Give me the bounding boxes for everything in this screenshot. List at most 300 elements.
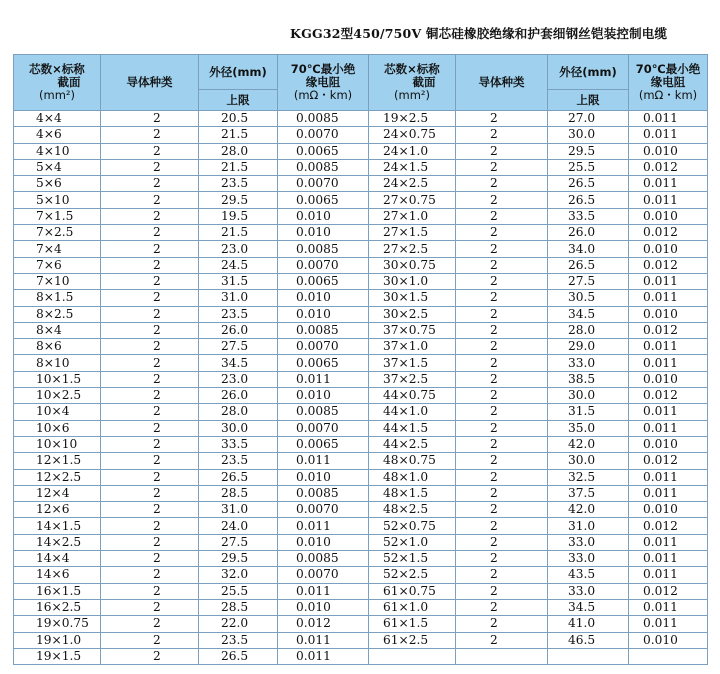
cell-res-2: 0.010 [629,632,708,648]
cell-res: 0.010 [278,388,369,404]
cell-spec-2: 37×0.75 [369,322,456,338]
cell-res-2: 0.011 [629,420,708,436]
cell-res-2: 0.010 [629,306,708,322]
cell-spec: 10×6 [14,420,101,436]
cell-res: 0.0085 [278,159,369,175]
header-res-2 [629,55,708,111]
cell-od-2: 30.0 [548,453,629,469]
cell-spec: 7×4 [14,241,101,257]
cell-res: 0.010 [278,225,369,241]
cell-res-2: 0.011 [629,127,708,143]
cell-od: 23.5 [199,453,278,469]
cell-spec: 5×4 [14,159,101,175]
header-spec-2 [369,55,456,111]
header-spec-line2-2: 截面 [412,75,436,89]
table-row [14,273,708,289]
cell-od: 22.0 [199,616,278,632]
cell-type-2: 2 [456,551,548,567]
table-row [14,567,708,583]
cell-od: 21.5 [199,127,278,143]
cell-od-2: 27.5 [548,273,629,289]
cell-type: 2 [101,143,199,159]
cell-type-2: 2 [456,502,548,518]
cell-spec: 8×4 [14,322,101,338]
cell-od: 28.0 [199,404,278,420]
table-row [14,241,708,257]
cell-res-2: 0.012 [629,159,708,175]
table-row [14,159,708,175]
cell-type: 2 [101,208,199,224]
cell-od: 30.0 [199,420,278,436]
cell-spec-2: 52×0.75 [369,518,456,534]
cell-od: 32.0 [199,567,278,583]
cell-od: 27.5 [199,534,278,550]
cell-od: 23.5 [199,306,278,322]
cell-res: 0.011 [278,583,369,599]
cell-od-2: 34.0 [548,241,629,257]
cell-spec: 4×10 [14,143,101,159]
cell-od-2: 42.0 [548,502,629,518]
cell-res-2: 0.011 [629,599,708,615]
cell-res: 0.010 [278,208,369,224]
cell-res: 0.0065 [278,355,369,371]
cell-spec-2: 52×1.5 [369,551,456,567]
cell-res-2: 0.011 [629,485,708,501]
cell-spec-2: 24×1.0 [369,143,456,159]
cell-res: 0.0070 [278,420,369,436]
table-row [14,583,708,599]
table-row [14,502,708,518]
cell-od: 20.5 [199,111,278,127]
cell-res-2: 0.011 [629,534,708,550]
cell-type: 2 [101,388,199,404]
cell-type: 2 [101,632,199,648]
cell-spec: 8×10 [14,355,101,371]
table-row [14,208,708,224]
cell-od-2: 29.5 [548,143,629,159]
table-row [14,225,708,241]
cell-spec: 16×1.5 [14,583,101,599]
cell-od-2: 26.5 [548,176,629,192]
table-row [14,648,708,664]
cell-od: 24.5 [199,257,278,273]
cell-spec-2: 48×1.0 [369,469,456,485]
cell-od-2: 35.0 [548,420,629,436]
cell-od: 23.0 [199,241,278,257]
cell-res-2: 0.012 [629,453,708,469]
table-row [14,355,708,371]
cell-res: 0.0065 [278,143,369,159]
cell-type: 2 [101,534,199,550]
table-row [14,436,708,452]
table-row [14,371,708,387]
cell-res-2: 0.010 [629,502,708,518]
cell-type: 2 [101,599,199,615]
cell-od: 33.5 [199,436,278,452]
cell-type: 2 [101,111,199,127]
cell-res: 0.010 [278,599,369,615]
cell-spec-2: 48×0.75 [369,453,456,469]
cell-spec: 7×1.5 [14,208,101,224]
cell-res: 0.0070 [278,339,369,355]
header-spec-unit-2: (mm²) [394,88,430,102]
cell-spec-2: 61×1.0 [369,599,456,615]
cell-spec-2: 30×0.75 [369,257,456,273]
table-row [14,404,708,420]
cell-od-2: 27.0 [548,111,629,127]
cell-res-2: 0.011 [629,111,708,127]
cable-spec-table [13,54,708,665]
cell-spec: 10×2.5 [14,388,101,404]
cell-od-2: 38.5 [548,371,629,387]
cell-res: 0.011 [278,371,369,387]
cell-spec: 14×2.5 [14,534,101,550]
cell-od-2: 28.0 [548,322,629,338]
table-row [14,551,708,567]
cell-spec-2: 52×2.5 [369,567,456,583]
header-spec-line1-2: 芯数×标称 [384,62,440,76]
cell-od-2: 34.5 [548,599,629,615]
cell-type-2: 2 [456,111,548,127]
cell-type: 2 [101,469,199,485]
cell-od: 31.0 [199,290,278,306]
cell-type: 2 [101,339,199,355]
cell-res-2: 0.012 [629,518,708,534]
cell-spec: 14×4 [14,551,101,567]
cell-spec-2: 48×1.5 [369,485,456,501]
cell-type: 2 [101,567,199,583]
cell-spec: 19×0.75 [14,616,101,632]
cell-type: 2 [101,371,199,387]
header-od-sub-2: 上限 [548,90,629,111]
cell-res: 0.0070 [278,176,369,192]
cell-res: 0.010 [278,469,369,485]
cell-spec: 10×1.5 [14,371,101,387]
cell-type-2: 2 [456,192,548,208]
cell-type: 2 [101,355,199,371]
cell-spec: 14×1.5 [14,518,101,534]
cell-od-2: 37.5 [548,485,629,501]
cell-type: 2 [101,225,199,241]
cell-res: 0.0065 [278,273,369,289]
cell-res: 0.0085 [278,485,369,501]
cell-type: 2 [101,257,199,273]
header-type: 导体种类 [101,55,199,111]
cell-res-2: 0.010 [629,436,708,452]
cell-res-2: 0.010 [629,241,708,257]
cell-spec: 16×2.5 [14,599,101,615]
cell-spec: 12×4 [14,485,101,501]
cell-spec-2: 37×1.0 [369,339,456,355]
cell-res: 0.0085 [278,322,369,338]
table-row [14,306,708,322]
cell-type: 2 [101,485,199,501]
header-spec-unit: (mm²) [39,88,75,102]
cell-spec: 12×2.5 [14,469,101,485]
cell-res-2: 0.011 [629,339,708,355]
cell-res: 0.010 [278,534,369,550]
cell-type-2: 2 [456,241,548,257]
cell-spec-2: 61×2.5 [369,632,456,648]
cell-type: 2 [101,551,199,567]
table-row [14,339,708,355]
cell-type-2: 2 [456,257,548,273]
cell-type: 2 [101,127,199,143]
cell-res: 0.0085 [278,551,369,567]
cell-type-2: 2 [456,469,548,485]
cell-spec-2: 24×0.75 [369,127,456,143]
cell-res-2: 0.011 [629,404,708,420]
cell-type-2: 2 [456,322,548,338]
header-res-line2: 缘电阻 [305,75,341,89]
table-row [14,632,708,648]
header-spec [14,55,101,111]
cell-type-2: 2 [456,225,548,241]
cell-spec-2: 48×2.5 [369,502,456,518]
cell-type-2: 2 [456,159,548,175]
header-od: 外径(mm) [199,55,278,90]
cell-type-2: 2 [456,436,548,452]
cell-type-2: 2 [456,599,548,615]
cell-spec-2: 30×1.5 [369,290,456,306]
cell-spec: 8×6 [14,339,101,355]
cell-od-2: 26.5 [548,192,629,208]
header-res-unit-2: (mΩ・km) [638,88,698,102]
cell-res: 0.0085 [278,111,369,127]
table-row [14,485,708,501]
cell-res-2: 0.010 [629,143,708,159]
header-spec-line1: 芯数×标称 [29,62,85,76]
cell-spec-2: 37×1.5 [369,355,456,371]
cell-od: 25.5 [199,583,278,599]
cell-spec-2: 30×1.0 [369,273,456,289]
cell-od: 26.5 [199,469,278,485]
cell-od: 31.0 [199,502,278,518]
cell-type: 2 [101,583,199,599]
cell-spec: 10×10 [14,436,101,452]
cell-type: 2 [101,192,199,208]
cell-type: 2 [101,453,199,469]
cell-spec: 4×4 [14,111,101,127]
cell-spec: 5×6 [14,176,101,192]
cell-type-2: 2 [456,388,548,404]
cell-spec-2: 44×1.5 [369,420,456,436]
cell-type-2: 2 [456,306,548,322]
cell-od-2: 25.5 [548,159,629,175]
cell-type: 2 [101,502,199,518]
cell-spec: 7×10 [14,273,101,289]
cell-od-2: 32.5 [548,469,629,485]
cell-spec-2: 27×1.5 [369,225,456,241]
cell-spec-2: 44×1.0 [369,404,456,420]
cell-type-2: 2 [456,534,548,550]
cell-res-2: 0.011 [629,176,708,192]
cell-od: 28.0 [199,143,278,159]
cell-res: 0.0065 [278,192,369,208]
cell-spec: 8×1.5 [14,290,101,306]
cell-spec-2: 24×2.5 [369,176,456,192]
cell-spec: 19×1.0 [14,632,101,648]
cell-type-2: 2 [456,453,548,469]
cell-res-2: 0.011 [629,551,708,567]
cell-res-2: 0.011 [629,616,708,632]
header-od-sub: 上限 [199,90,278,111]
cell-spec-2: 19×2.5 [369,111,456,127]
cell-res: 0.0070 [278,127,369,143]
table-row [14,257,708,273]
cell-od: 21.5 [199,159,278,175]
cell-od: 21.5 [199,225,278,241]
cell-od-2: 31.0 [548,518,629,534]
cell-od: 28.5 [199,599,278,615]
cell-spec: 14×6 [14,567,101,583]
cell-od: 26.5 [199,648,278,664]
cell-od: 23.0 [199,371,278,387]
cell-type: 2 [101,176,199,192]
cell-type: 2 [101,290,199,306]
cell-spec-2: 27×1.0 [369,208,456,224]
cell-spec: 10×4 [14,404,101,420]
table-row [14,176,708,192]
cell-type-2: 2 [456,208,548,224]
cell-spec-2: 52×1.0 [369,534,456,550]
cell-spec: 12×6 [14,502,101,518]
cell-type: 2 [101,518,199,534]
cell-spec: 12×1.5 [14,453,101,469]
cell-spec-2: 61×1.5 [369,616,456,632]
cell-od-2: 42.0 [548,436,629,452]
cell-res: 0.0065 [278,436,369,452]
cell-res-2: 0.011 [629,567,708,583]
cell-od: 34.5 [199,355,278,371]
cell-type-2: 2 [456,355,548,371]
cell-res-2: 0.011 [629,469,708,485]
header-type-2: 导体种类 [456,55,548,111]
cell-type: 2 [101,616,199,632]
cell-res-2: 0.010 [629,371,708,387]
cell-type-2: 2 [456,420,548,436]
cell-od-2: 33.5 [548,208,629,224]
cell-type-2: 2 [456,485,548,501]
cell-type-2: 2 [456,127,548,143]
cell-type: 2 [101,306,199,322]
cell-res-2: 0.012 [629,388,708,404]
cell-res-2 [629,648,708,664]
cell-res-2: 0.011 [629,192,708,208]
table-row [14,616,708,632]
cell-od: 27.5 [199,339,278,355]
header-spec-line2: 截面 [57,75,81,89]
cell-spec: 19×1.5 [14,648,101,664]
cell-type: 2 [101,648,199,664]
cell-type-2: 2 [456,176,548,192]
cell-type: 2 [101,159,199,175]
table-row [14,420,708,436]
cell-od: 31.5 [199,273,278,289]
cell-od-2: 46.5 [548,632,629,648]
cell-od: 29.5 [199,551,278,567]
cell-od: 26.0 [199,388,278,404]
cell-type-2: 2 [456,518,548,534]
page-title: KGG32型450/750V 铜芯硅橡胶绝缘和护套细钢丝铠装控制电缆 [290,26,668,41]
cell-od-2: 31.5 [548,404,629,420]
table-row [14,453,708,469]
cell-res-2: 0.011 [629,273,708,289]
cell-res: 0.0085 [278,241,369,257]
table-row [14,192,708,208]
cell-res: 0.010 [278,290,369,306]
table-row [14,388,708,404]
table-row [14,111,708,127]
cell-od: 29.5 [199,192,278,208]
cell-type-2: 2 [456,583,548,599]
cell-od-2: 34.5 [548,306,629,322]
cell-type: 2 [101,436,199,452]
cell-spec-2: 27×0.75 [369,192,456,208]
cell-res-2: 0.012 [629,322,708,338]
cell-spec-2: 37×2.5 [369,371,456,387]
header-res-line1: 70℃最小绝 [290,62,356,76]
cell-spec: 7×6 [14,257,101,273]
cell-res-2: 0.011 [629,355,708,371]
cell-od: 23.5 [199,176,278,192]
cell-type-2: 2 [456,273,548,289]
cell-type-2: 2 [456,632,548,648]
cell-res-2: 0.012 [629,583,708,599]
cell-spec-2: 27×2.5 [369,241,456,257]
cell-type-2: 2 [456,404,548,420]
cell-od-2: 30.5 [548,290,629,306]
cell-type-2: 2 [456,371,548,387]
cell-res-2: 0.012 [629,225,708,241]
cell-od-2: 33.0 [548,534,629,550]
cell-spec-2: 44×0.75 [369,388,456,404]
table-row [14,534,708,550]
cell-od-2: 33.0 [548,551,629,567]
cell-od-2: 30.0 [548,388,629,404]
table-row [14,518,708,534]
cell-od-2: 26.5 [548,257,629,273]
cell-res-2: 0.012 [629,257,708,273]
table-row [14,599,708,615]
cell-od-2: 33.0 [548,583,629,599]
cell-spec: 4×6 [14,127,101,143]
cell-spec-2: 61×0.75 [369,583,456,599]
cell-res: 0.011 [278,648,369,664]
cell-od-2: 26.0 [548,225,629,241]
cell-od-2: 30.0 [548,127,629,143]
cell-res-2: 0.011 [629,290,708,306]
cell-od-2: 43.5 [548,567,629,583]
cell-od: 26.0 [199,322,278,338]
table-row [14,127,708,143]
cell-type: 2 [101,241,199,257]
cell-type: 2 [101,420,199,436]
cell-res: 0.0070 [278,257,369,273]
cell-od: 23.5 [199,632,278,648]
cell-od-2: 41.0 [548,616,629,632]
cell-type-2: 2 [456,567,548,583]
cell-res: 0.0070 [278,502,369,518]
cell-res: 0.011 [278,518,369,534]
cell-type-2: 2 [456,616,548,632]
header-res [278,55,369,111]
cell-res: 0.0085 [278,404,369,420]
cell-od-2: 33.0 [548,355,629,371]
cell-res: 0.0070 [278,567,369,583]
cell-spec: 8×2.5 [14,306,101,322]
cell-res: 0.012 [278,616,369,632]
